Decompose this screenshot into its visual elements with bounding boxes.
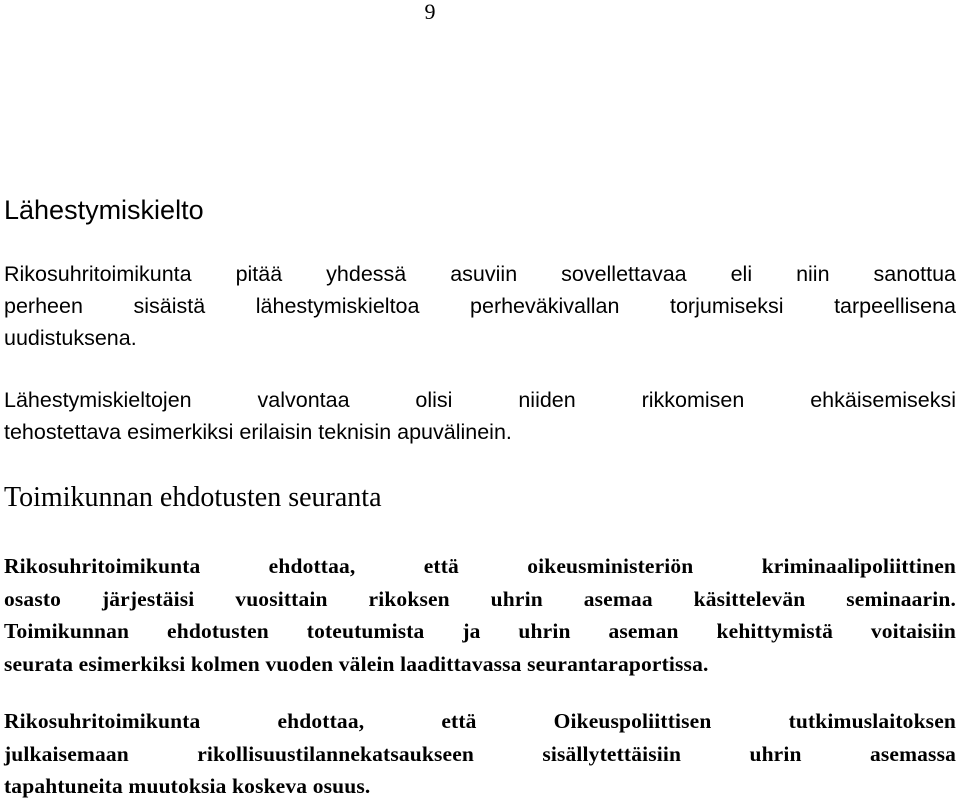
paragraph-line: uudistuksena. — [4, 326, 137, 350]
paragraph-line: tehostettava esimerkiksi erilaisin teknisin apuvälinein. — [4, 420, 512, 444]
paragraph-line: seurata esimerkiksi kolmen vuoden välein laadittavassa seurantaraportissa. — [4, 651, 709, 676]
paragraph-line: Rikosuhritoimikunta ehdottaa, että Oikeuspoliittisen tutkimuslaitoksen — [4, 709, 956, 733]
paragraph-line: julkaisemaan rikollisuustilannekatsaukseen sisällytettäisiin uhrin asemassa — [4, 741, 956, 766]
paragraph-line: Rikosuhritoimikunta pitää yhdessä asuviin sovellettavaa eli niin sanottua — [4, 262, 956, 286]
paragraph-seuranta-2 — [4, 705, 956, 803]
paragraph-line: tapahtuneita muutoksia koskeva osuus. — [4, 774, 371, 798]
paragraph-seuranta-1 — [4, 550, 956, 680]
page-number: 9 — [424, 0, 436, 24]
paragraph-line: perheen sisäistä lähestymiskieltoa perheväkivallan torjumiseksi tarpeellisena — [4, 294, 956, 318]
paragraph-line: Toimikunnan ehdotusten toteutumista ja uhrin aseman kehittymistä voitaisiin — [4, 619, 956, 643]
paragraph-lahestymiskielto-2 — [4, 384, 956, 448]
section-heading-seuranta: Toimikunnan ehdotusten seuranta — [4, 482, 382, 513]
paragraph-lahestymiskielto-1 — [4, 258, 956, 354]
paragraph-line: osasto järjestäisi vuosittain rikoksen uhrin asemaa käsittelevän seminaarin. — [4, 586, 956, 611]
section-heading-lahestymiskielto: Lähestymiskielto — [4, 195, 204, 225]
paragraph-line: Rikosuhritoimikunta ehdottaa, että oikeusministeriön kriminaalipoliittinen — [4, 554, 956, 578]
paragraph-line: Lähestymiskieltojen valvontaa olisi niiden rikkomisen ehkäisemiseksi — [4, 388, 956, 412]
